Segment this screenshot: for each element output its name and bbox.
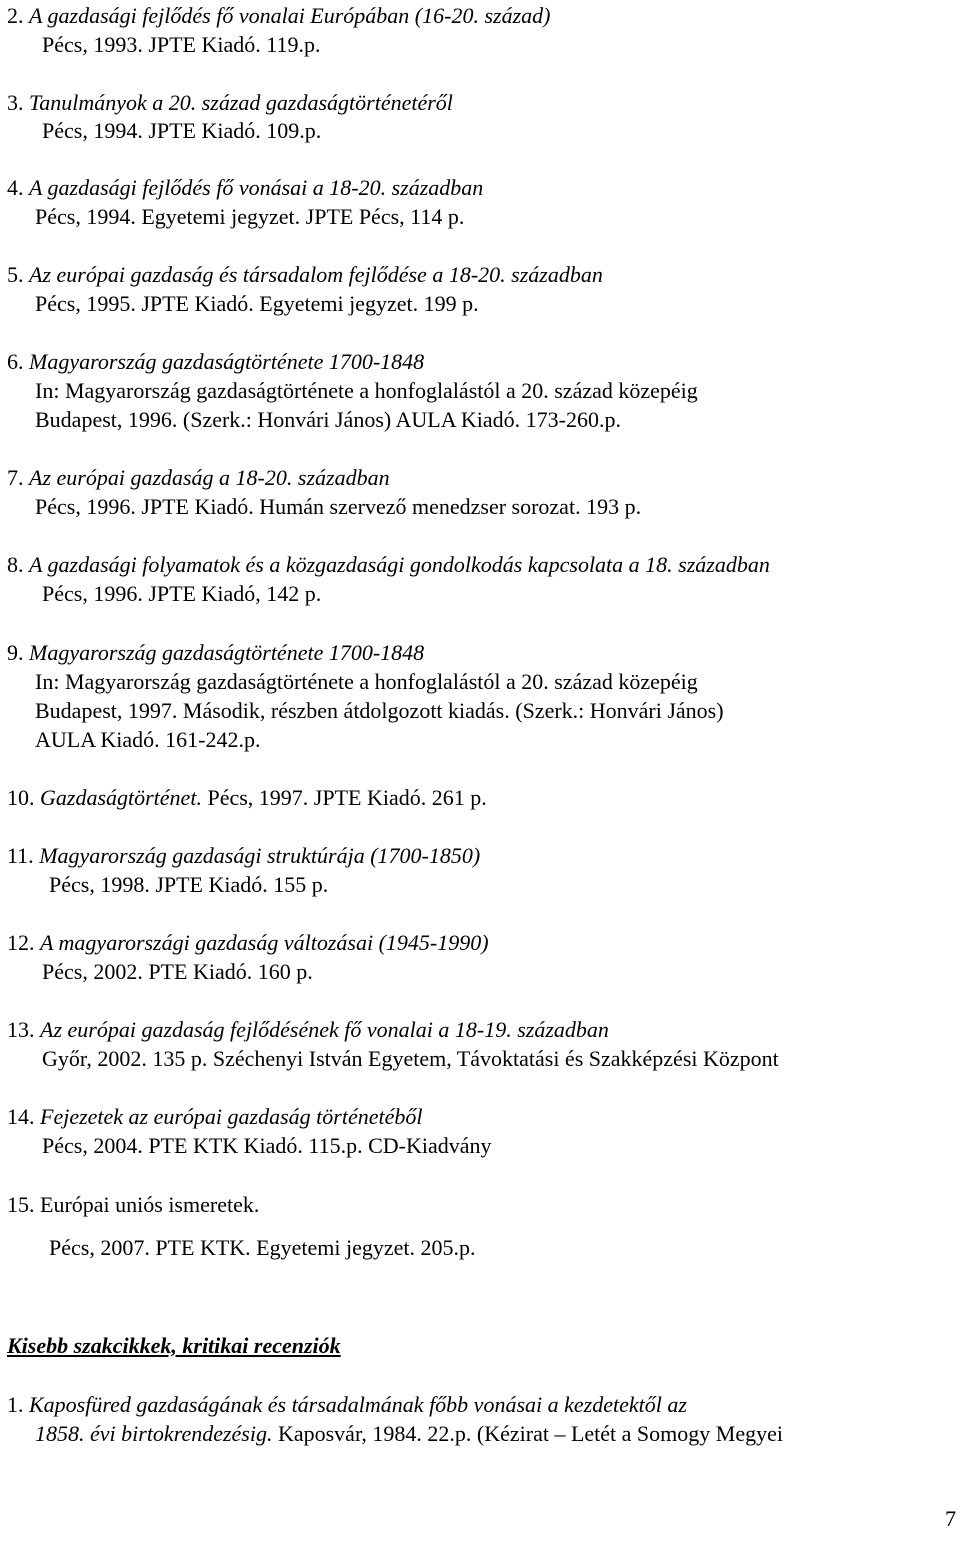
list-item-continuation (35, 1421, 783, 1446)
entry-number: 1. (7, 1392, 24, 1417)
entry-title: A magyarországi gazdaság változásai (1945-1990) (40, 930, 489, 955)
entry-title: Gazdaságtörténet. (40, 785, 202, 810)
list-item (7, 552, 770, 577)
entry-number: 7. (7, 465, 24, 490)
entry-detail: Pécs, 1996. JPTE Kiadó, 142 p. (42, 581, 322, 606)
list-item (7, 262, 603, 287)
entry-detail: Pécs, 1996. JPTE Kiadó. Humán szervező menedzser sorozat. 193 p. (35, 494, 642, 519)
entry-detail: Pécs, 1994. Egyetemi jegyzet. JPTE Pécs, 114 p. (35, 204, 465, 229)
entry-title: Magyarország gazdaságtörténete 1700-1848 (29, 349, 425, 374)
page-number: 7 (945, 1506, 956, 1531)
entry-number: 5. (7, 262, 24, 287)
entry-detail: Pécs, 2007. PTE KTK. Egyetemi jegyzet. 205.p. (49, 1235, 476, 1260)
list-item (7, 640, 424, 665)
section-heading: Kisebb szakcikkek, kritikai recenziók (7, 1333, 341, 1358)
entry-detail: Pécs, 1998. JPTE Kiadó. 155 p. (49, 872, 329, 897)
entry-detail: Budapest, 1997. Második, részben átdolgozott kiadás. (Szerk.: Honvári János) (35, 698, 724, 723)
entry-number: 15. (7, 1192, 35, 1217)
entry-number: 3. (7, 90, 24, 115)
entry-detail: AULA Kiadó. 161-242.p. (35, 727, 261, 752)
list-item (7, 1392, 687, 1417)
entry-number: 11. (7, 843, 34, 868)
entry-detail: Pécs, 2002. PTE Kiadó. 160 p. (42, 959, 313, 984)
entry-title: Magyarország gazdaságtörténete 1700-1848 (29, 640, 425, 665)
list-item (7, 465, 390, 490)
list-item (7, 785, 487, 810)
entry-detail: Budapest, 1996. (Szerk.: Honvári János) AULA Kiadó. 173-260.p. (35, 407, 621, 432)
entry-title: 1858. évi birtokrendezésig. (35, 1421, 273, 1446)
entry-number: 10. (7, 785, 35, 810)
entry-detail: Pécs, 1995. JPTE Kiadó. Egyetemi jegyzet. 199 p. (35, 291, 479, 316)
list-item (7, 1017, 609, 1042)
entry-title: Kaposfüred gazdaságának és társadalmának főbb vonásai a kezdetektől az (29, 1392, 687, 1417)
entry-title: A gazdasági fejlődés fő vonásai a 18-20. században (29, 175, 484, 200)
list-item (7, 90, 453, 115)
entry-detail: In: Magyarország gazdaságtörténete a honfoglalástól a 20. század közepéig (35, 669, 698, 694)
entry-detail: Pécs, 1994. JPTE Kiadó. 109.p. (42, 118, 322, 143)
entry-title: Az európai gazdaság a 18-20. században (29, 465, 390, 490)
entry-title: A gazdasági folyamatok és a közgazdasági gondolkodás kapcsolata a 18. században (29, 552, 770, 577)
entry-title: Fejezetek az európai gazdaság történetéből (40, 1104, 423, 1129)
entry-title: Tanulmányok a 20. század gazdaságtörténetéről (29, 90, 453, 115)
list-item (7, 930, 489, 955)
list-item (7, 3, 550, 28)
entry-title: A gazdasági fejlődés fő vonalai Európában (16-20. század) (29, 3, 551, 28)
entry-title: Magyarország gazdasági struktúrája (1700-1850) (39, 843, 481, 868)
entry-number: 2. (7, 3, 24, 28)
list-item (7, 1104, 422, 1129)
entry-number: 9. (7, 640, 24, 665)
entry-number: 12. (7, 930, 35, 955)
entry-detail: In: Magyarország gazdaságtörténete a honfoglalástól a 20. század közepéig (35, 378, 698, 403)
entry-detail: Pécs, 1997. JPTE Kiadó. 261 p. (201, 785, 487, 810)
list-item (7, 175, 483, 200)
entry-number: 6. (7, 349, 24, 374)
list-item (7, 1192, 259, 1217)
entry-number: 4. (7, 175, 24, 200)
entry-detail: Európai uniós ismeretek. (34, 1192, 260, 1217)
entry-detail: Pécs, 1993. JPTE Kiadó. 119.p. (42, 32, 321, 57)
entry-number: 8. (7, 552, 24, 577)
list-item (7, 843, 480, 868)
entry-detail: Kaposvár, 1984. 22.p. (Kézirat – Letét a Somogy Megyei (272, 1421, 783, 1446)
entry-detail: Pécs, 2004. PTE KTK Kiadó. 115.p. CD-Kiadvány (42, 1133, 492, 1158)
entry-number: 14. (7, 1104, 35, 1129)
entry-title: Az európai gazdaság és társadalom fejlődése a 18-20. században (29, 262, 603, 287)
entry-number: 13. (7, 1017, 35, 1042)
entry-title: Az európai gazdaság fejlődésének fő vonalai a 18-19. században (40, 1017, 609, 1042)
list-item (7, 349, 424, 374)
entry-detail: Győr, 2002. 135 p. Széchenyi István Egyetem, Távoktatási és Szakképzési Központ (42, 1046, 779, 1071)
